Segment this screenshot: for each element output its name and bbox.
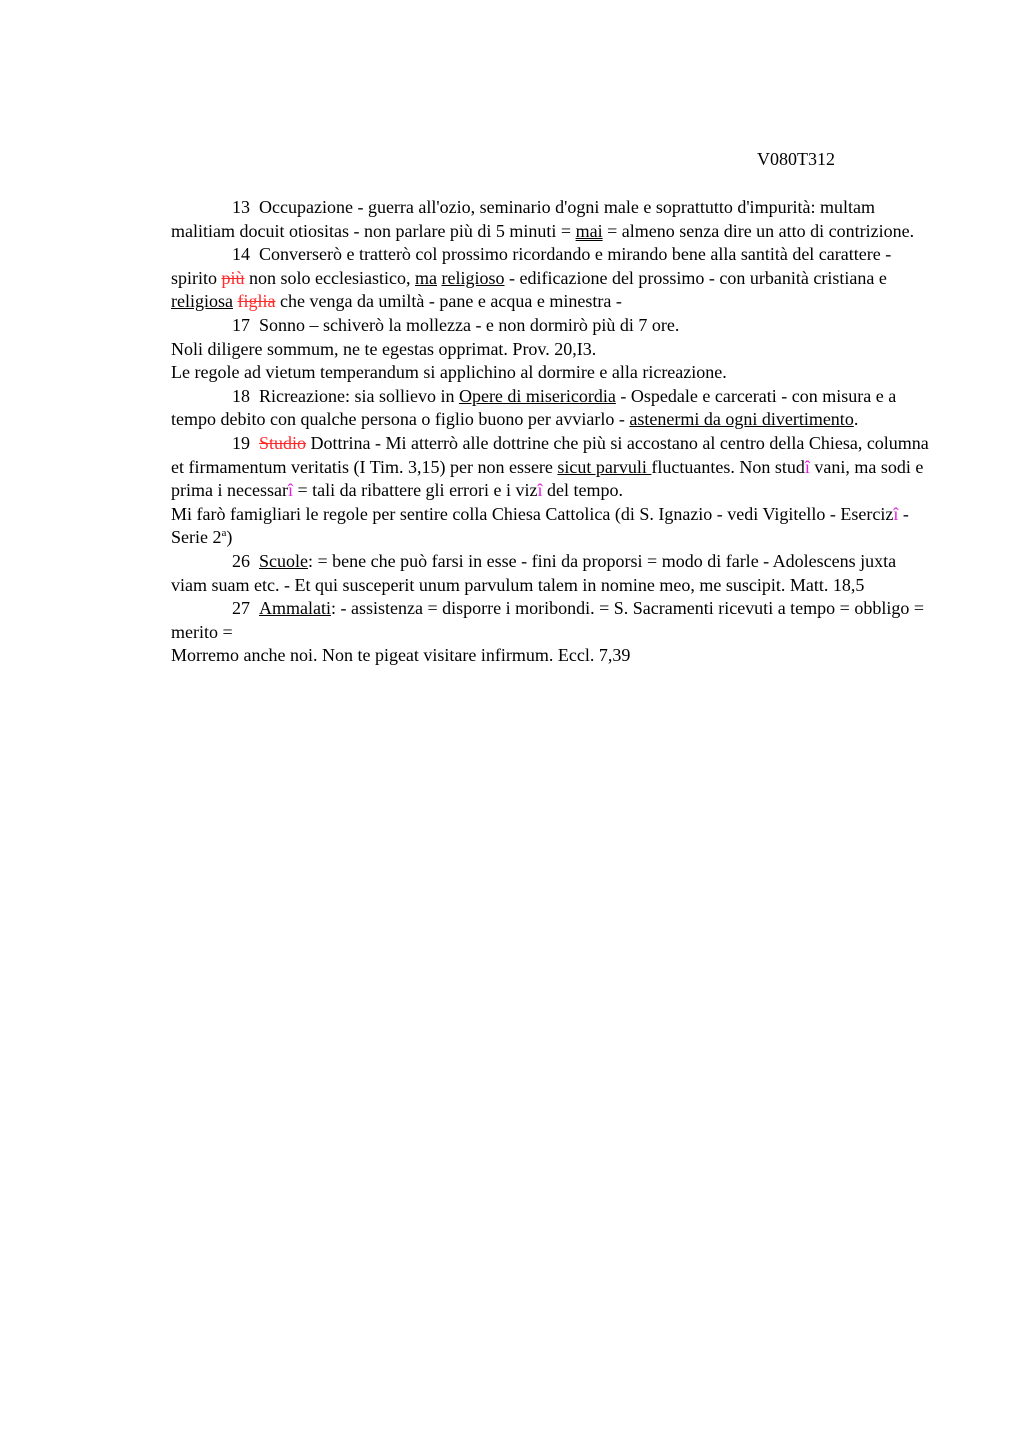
paragraph-18	[171, 385, 931, 432]
text-run: non solo ecclesiastico,	[244, 267, 415, 288]
deleted-word: figlia	[237, 291, 276, 312]
circumflex-mark: î	[804, 456, 810, 477]
text-run: Sonno – schiverò la mollezza - e non dormirò più di 7 ore.	[259, 314, 680, 335]
paragraph-number: 27	[232, 598, 250, 619]
paragraph-number: 18	[232, 385, 250, 406]
paragraph-number: 17	[232, 314, 250, 335]
regole-line: Le regole ad vietum temperandum si applichino al dormire e alla ricreazione.	[171, 362, 727, 383]
circumflex-mark: î	[537, 480, 543, 501]
underlined-word: Ammalati	[259, 598, 331, 619]
underlined-phrase: astenermi da ogni divertimento	[629, 409, 854, 430]
text-run: Converserò e tratterò col prossimo ricordando e mirando bene alla santità del carattere - spirito	[171, 244, 892, 288]
text-run: = almeno senza dire un atto di contrizione.	[602, 220, 915, 241]
paragraph-number: 13	[232, 197, 250, 217]
underlined-phrase: Opere di misericordia	[458, 385, 616, 406]
text-run: - Serie 2	[171, 503, 909, 548]
paragraph-number: 14	[232, 244, 250, 265]
text-run: Ricreazione: sia sollievo in	[259, 385, 459, 406]
text-run: .	[853, 409, 859, 430]
text-run: fluctuantes. Non stud	[651, 456, 805, 477]
underlined-word: ma	[415, 267, 437, 288]
famigliari-line	[171, 503, 931, 550]
paragraph-27	[171, 597, 931, 644]
text-run: = tali da ribattere gli errori e i viz	[292, 480, 538, 501]
text-run: vani, ma sodi e prima i necessar	[171, 456, 924, 501]
text-run: )	[226, 527, 233, 548]
text-run: - edificazione del prossimo - con urbanità cristiana e	[504, 267, 887, 288]
circumflex-mark: î	[287, 480, 293, 501]
text-run: Occupazione - guerra all'ozio, seminario d'ogni male e soprattutto d'impurità: multam malitiam docuit otiositas - non parlare più di 5 minuti =	[171, 197, 876, 241]
document-body	[171, 196, 931, 668]
text-run: che venga da umiltà - pane e acqua e minestra -	[275, 291, 622, 312]
underlined-word: Scuole	[259, 550, 308, 571]
paragraph-19	[171, 432, 931, 503]
circumflex-mark: î	[893, 503, 899, 524]
underlined-phrase: sicut parvuli	[557, 456, 652, 477]
deleted-word: più	[221, 267, 245, 288]
double-underlined-word: mai	[575, 220, 603, 241]
paragraph-number: 26	[232, 550, 250, 571]
underlined-word: religioso	[441, 267, 505, 288]
text-run: : = bene che può farsi in esse - fini da proporsi = modo di farle - Adolescens juxta viam suam etc. - Et qui susceperit unum parvulum talem in nomine meo, me suscipit. Matt. 18,5	[171, 550, 897, 595]
underlined-word: religiosa	[171, 291, 233, 312]
text-run: Dottrina - Mi atterrò alle dottrine che più si accostano al centro della Chiesa, columna et firmamentum veritatis (I Tim. 3,15) per non essere	[171, 432, 929, 477]
paragraph-14	[171, 243, 931, 314]
deleted-word: Studio	[259, 432, 307, 453]
paragraph-13	[171, 196, 931, 243]
document-id: V080T312	[757, 149, 835, 169]
morremo-line: Morremo anche noi. Non te pigeat visitare infirmum. Eccl. 7,39	[171, 645, 631, 666]
text-run: Mi farò famigliari le regole per sentire colla Chiesa Cattolica (di S. Ignazio - vedi Vigitello - Eserciz	[171, 503, 894, 524]
text-run: : - assistenza = disporre i moribondi. = S. Sacramenti ricevuti a tempo = obbligo = merito =	[171, 598, 924, 642]
superscript: a	[221, 527, 227, 540]
paragraph-17	[171, 314, 931, 338]
text-run: del tempo.	[542, 480, 624, 501]
paragraph-number: 19	[232, 432, 250, 453]
paragraph-26	[171, 550, 931, 597]
noli-line: Noli diligere sommum, ne te egestas opprimat. Prov. 20,I3.	[171, 338, 597, 359]
text-run: - Ospedale e carcerati - con misura e a tempo debito con qualche persona o figlio buono per avviarlo -	[171, 385, 897, 430]
